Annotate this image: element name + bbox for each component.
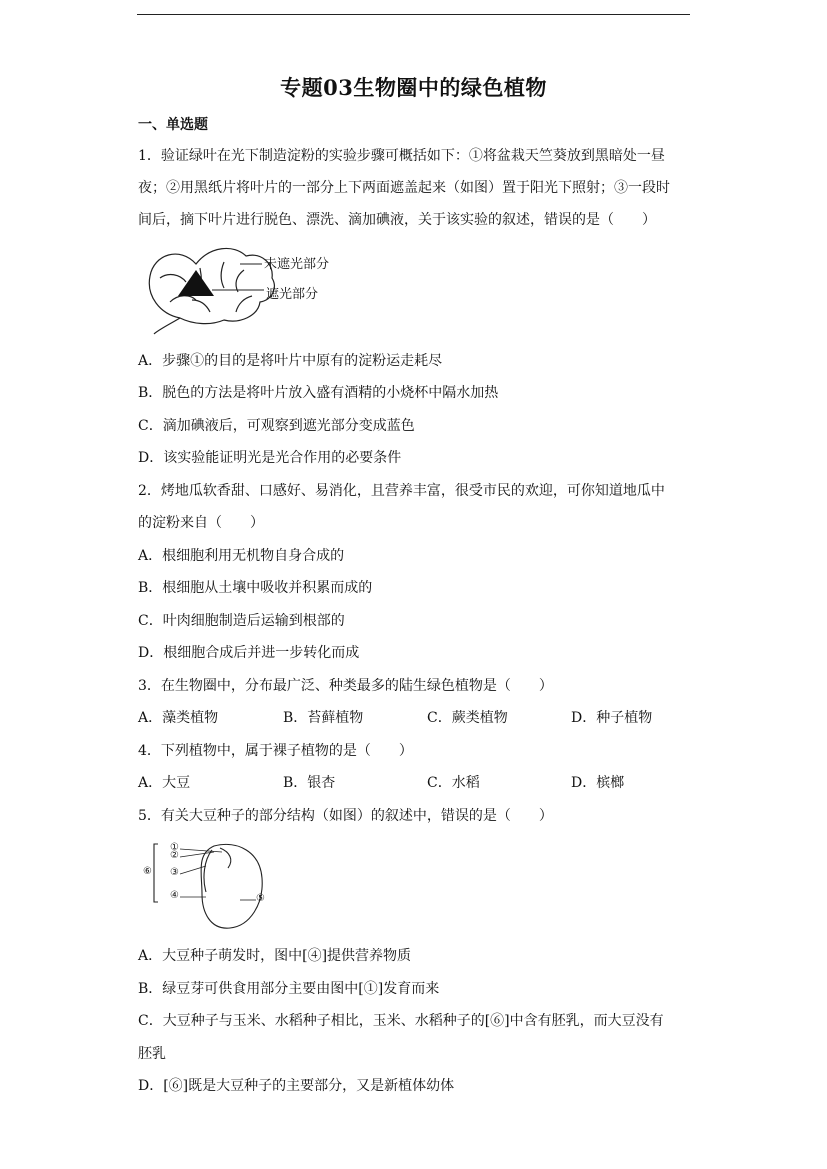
figure-label-unshaded: 未遮光部分 xyxy=(264,257,330,272)
q5-option-c-line-2: 胚乳 xyxy=(138,1046,166,1062)
q4-option-a: A．大豆 xyxy=(138,775,191,791)
q2-option-a: A．根细胞利用无机物自身合成的 xyxy=(138,548,345,564)
q5-option-c-line-1: C．大豆种子与玉米、水稻种子相比，玉米、水稻种子的[⑥]中含有胚乳，而大豆没有 xyxy=(138,1013,664,1029)
q2-option-b: B．根细胞从土壤中吸收并积累而成的 xyxy=(138,580,373,596)
shade-triangle xyxy=(178,270,214,296)
bracket-6 xyxy=(154,844,158,902)
embryo-curve xyxy=(204,850,212,892)
header-rule xyxy=(137,14,690,15)
q5-stem: 5．有关大豆种子的部分结构（如图）的叙述中，错误的是（ ） xyxy=(138,808,553,824)
q3-option-a: A．藻类植物 xyxy=(138,710,219,726)
q3-option-c: C．蕨类植物 xyxy=(427,710,508,726)
plumule-curve xyxy=(220,848,231,868)
q3-option-b: B．苔藓植物 xyxy=(283,710,364,726)
seed-label-6: ⑥ xyxy=(143,866,152,877)
seed-coat xyxy=(201,844,262,928)
q1-stem-line-1: 1．验证绿叶在光下制造淀粉的实验步骤可概括如下：①将盆栽天竺葵放到黑暗处一昼 xyxy=(138,148,665,164)
figure-label-shaded: 遮光部分 xyxy=(266,287,319,302)
section-heading: 一、单选题 xyxy=(138,117,208,133)
q1-option-a: A．步骤①的目的是将叶片中原有的淀粉运走耗尽 xyxy=(138,353,443,369)
q1-option-d: D．该实验能证明光是光合作用的必要条件 xyxy=(138,450,402,466)
q5-option-a: A．大豆种子萌发时，图中[④]提供营养物质 xyxy=(138,948,412,964)
q4-stem: 4．下列植物中，属于裸子植物的是（ ） xyxy=(138,743,413,759)
seed-label-2: ② xyxy=(170,850,179,861)
q4-option-d: D．槟榔 xyxy=(571,775,625,791)
soybean-seed-figure xyxy=(140,838,280,934)
q5-option-b: B．绿豆芽可供食用部分主要由图中[①]发育而来 xyxy=(138,981,440,997)
q1-stem-line-2: 夜；②用黑纸片将叶片的一部分上下两面遮盖起来（如图）置于阳光下照射；③一段时 xyxy=(138,180,670,196)
q1-stem-line-3: 间后，摘下叶片进行脱色、漂洗、滴加碘液，关于该实验的叙述，错误的是（ ） xyxy=(138,212,656,228)
q2-option-d: D．根细胞合成后并进一步转化而成 xyxy=(138,645,360,661)
seed-label-3: ③ xyxy=(170,867,179,878)
q4-option-b: B．银杏 xyxy=(283,775,336,791)
q2-option-c: C．叶肉细胞制造后运输到根部的 xyxy=(138,613,345,629)
q1-option-b: B．脱色的方法是将叶片放入盛有酒精的小烧杯中隔水加热 xyxy=(138,385,499,401)
q2-stem-line-2: 的淀粉来自（ ） xyxy=(138,515,264,531)
q2-stem-line-1: 2．烤地瓜软香甜、口感好、易消化，且营养丰富，很受市民的欢迎，可你知道地瓜中 xyxy=(138,483,665,499)
q5-option-d: D．[⑥]既是大豆种子的主要部分，又是新植体幼体 xyxy=(138,1078,455,1094)
seed-label-1: ① xyxy=(170,842,179,853)
leaf-outline xyxy=(149,248,274,334)
q4-option-c: C．水稻 xyxy=(427,775,480,791)
q1-option-c: C．滴加碘液后，可观察到遮光部分变成蓝色 xyxy=(138,418,415,434)
seed-label-4: ④ xyxy=(170,890,179,901)
q3-stem: 3．在生物圈中，分布最广泛、种类最多的陆生绿色植物是（ ） xyxy=(138,678,553,694)
seed-label-5: ⑤ xyxy=(256,893,265,904)
q3-option-d: D．种子植物 xyxy=(571,710,653,726)
page-title: 专题03生物圈中的绿色植物 xyxy=(280,75,547,100)
